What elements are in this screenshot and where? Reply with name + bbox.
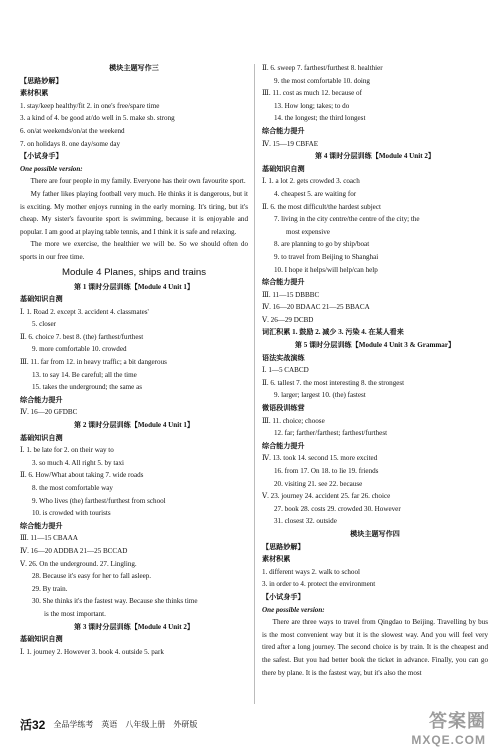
left-column-line: Ⅳ. 16—20 ADDBA 21—25 BCCAD bbox=[20, 546, 128, 555]
left-column-line: Ⅲ. 11—15 CBAAA bbox=[20, 534, 79, 543]
left-column-line: 第 3 课时分层训练【Module 4 Unit 2】 bbox=[73, 622, 194, 631]
left-column-line: 10. is crowded with tourists bbox=[32, 509, 111, 518]
left-column-line: 9. more comfortable 10. crowded bbox=[32, 345, 127, 354]
page-number: 活32 bbox=[20, 718, 46, 732]
book-title: 全品学练考 bbox=[53, 720, 94, 729]
left-column-line: 3. so much 4. All right 5. by taxi bbox=[32, 458, 125, 467]
left-column-line: One possible version: bbox=[20, 164, 83, 173]
right-column-line: 综合能力提升 bbox=[262, 126, 305, 135]
left-column-line: Ⅲ. 11. far from 12. in heavy traffic; a bit dangerous bbox=[20, 358, 167, 367]
watermark-logo bbox=[390, 707, 486, 747]
left-column-line: 基础知识自测 bbox=[20, 635, 63, 644]
right-column-line: Ⅳ. 16—20 BDAAC 21—25 BBACA bbox=[262, 303, 370, 312]
left-column-line: Ⅰ. 1. journey 2. However 3. book 4. outside 5. park bbox=[20, 647, 164, 656]
left-column-line: 第 1 课时分层训练【Module 4 Unit 1】 bbox=[73, 282, 194, 291]
left-column-line: Ⅴ. 26. On the underground. 27. Lingling. bbox=[20, 559, 137, 568]
watermark-text: 答案圈 bbox=[429, 711, 486, 731]
left-column-line: 3. a kind of 4. be good at/do well in 5. make sb. strong bbox=[20, 114, 175, 123]
right-column-line: most expensive bbox=[286, 227, 330, 236]
left-column-line: 综合能力提升 bbox=[20, 395, 63, 404]
right-column-line: Ⅰ. 1—5 CABCD bbox=[262, 366, 309, 375]
left-column-line: 综合能力提升 bbox=[20, 521, 63, 530]
left-column-line: is the most important. bbox=[44, 609, 106, 618]
right-column-line: Ⅰ. 1. a lot 2. gets crowded 3. coach bbox=[262, 177, 360, 186]
left-column-line: 29. By train. bbox=[32, 584, 68, 593]
right-column-line: Ⅳ. 15—19 CBFAE bbox=[262, 139, 319, 148]
left-column-line: Ⅰ. 1. Road 2. except 3. accident 4. classmates' bbox=[20, 307, 149, 316]
right-column-line: There are three ways to travel from Qingdao to Beijing. Travelling by bus is the most convenient way but it is the slowest way. And you will feel very tired after a long journey. The second choice is by train. It is the cheapest and the safest. But you had better book the ticket in advance. Finally, you can go there by plane. It is the fastest way, but it's also the most bbox=[262, 618, 488, 677]
left-column-line: My father likes playing football very much. He thinks it is dangerous, but it is exciting. My mother enjoys running in the early morning. It's tiring, but it's cheap. My sister's favourite sport is swimming, because it is enjoyable and popular. I am good at playing table tennis, and I think it is safe and relaxing. bbox=[20, 189, 248, 236]
left-column-line: 15. takes the underground; the same as bbox=[32, 383, 142, 392]
right-column-line: Ⅳ. 13. took 14. second 15. more excited bbox=[262, 454, 378, 463]
right-column-line: 13. How long; takes; to do bbox=[274, 101, 350, 110]
left-column-line: 基础知识自测 bbox=[20, 433, 63, 442]
right-column-line: Ⅲ. 11. choice; choose bbox=[262, 416, 325, 425]
right-column-line: 第 5 课时分层训练【Module 4 Unit 3 & Grammar】 bbox=[294, 341, 456, 350]
left-column-line: 30. She thinks it's the fastest way. Because she thinks time bbox=[32, 597, 198, 606]
right-column-line: 8. are planning to go by ship/boat bbox=[274, 240, 370, 249]
left-column-line: 28. Because it's easy for her to fall asleep. bbox=[32, 572, 152, 581]
right-column-line: 7. living in the city centre/the centre of the city; the bbox=[274, 215, 420, 224]
right-column-line: 综合能力提升 bbox=[262, 278, 305, 287]
right-column-line: 10. I hope it helps/will help/can help bbox=[274, 265, 378, 274]
right-column-line: 【思路妙解】 bbox=[262, 542, 305, 551]
right-column-line: 9. to travel from Beijing to Shanghai bbox=[274, 252, 379, 261]
right-column-line: 语法实战演练 bbox=[262, 353, 305, 362]
right-column-line: 1. different ways 2. walk to school bbox=[262, 567, 360, 576]
right-column bbox=[262, 62, 488, 679]
right-column-line: 20. visiting 21. see 22. because bbox=[274, 479, 363, 488]
right-column-line: 3. in order to 4. protect the environment bbox=[262, 580, 376, 589]
right-column-line: Ⅴ. 23. journey 24. accident 25. far 26. choice bbox=[262, 492, 391, 501]
right-column-line: 微语段训练营 bbox=[262, 404, 305, 413]
left-column-line: 【小试身手】 bbox=[20, 152, 63, 161]
left-column-line: 素材积累 bbox=[20, 89, 49, 98]
left-column-line: 【思路妙解】 bbox=[20, 76, 63, 85]
right-column-line: Ⅲ. 11. cost as much 12. because of bbox=[262, 89, 362, 98]
right-column-line: 词汇积累 1. 鼓励 2. 减少 3. 污染 4. 在某人看来 bbox=[262, 328, 404, 337]
page-footer bbox=[20, 718, 197, 732]
right-column-line: 4. cheapest 5. are waiting for bbox=[274, 189, 357, 198]
right-column-line: Ⅴ. 26—29 DCBD bbox=[262, 315, 314, 324]
right-column-line: Ⅱ. 6. sweep 7. farthest/furthest 8. healthier bbox=[262, 64, 383, 72]
right-column-line: 14. the longest; the third longest bbox=[274, 114, 366, 123]
right-column-line: 12. far; farther/farthest; farthest/furthest bbox=[274, 429, 388, 438]
right-column-line: 31. closest 32. outside bbox=[274, 517, 337, 526]
left-column-line: 5. closer bbox=[32, 320, 57, 329]
left-column-line: 基础知识自测 bbox=[20, 295, 63, 304]
left-column-line: 13. to say 14. Be careful; all the time bbox=[32, 370, 137, 379]
grade-label: 八年级上册 bbox=[125, 720, 166, 729]
left-column-line: 第 2 课时分层训练【Module 4 Unit 1】 bbox=[73, 421, 194, 430]
left-column-line: 8. the most comfortable way bbox=[32, 484, 113, 492]
right-column-line: 9. the most comfortable 10. doing bbox=[274, 76, 370, 85]
right-column-line: 第 4 课时分层训练【Module 4 Unit 2】 bbox=[314, 152, 435, 161]
left-column-line: 1. stay/keep healthy/fit 2. in one's free/spare time bbox=[20, 101, 160, 110]
left-column-line: 6. on/at weekends/on/at the weekend bbox=[20, 126, 125, 135]
edition-label: 外研版 bbox=[173, 720, 198, 729]
right-column-line: 9. larger; largest 10. (the) fastest bbox=[274, 391, 366, 400]
left-column-line: Ⅳ. 16—20 GFDBC bbox=[20, 408, 78, 417]
left-column-line: Ⅰ. 1. be late for 2. on their way to bbox=[20, 446, 114, 455]
left-column-line: Ⅱ. 6. How/What about taking 7. wide roads bbox=[20, 471, 144, 480]
right-column-line: One possible version: bbox=[262, 605, 325, 614]
right-column-line: 27. book 28. costs 29. crowded 30. However bbox=[274, 504, 401, 513]
left-column-line: There are four people in my family. Everyone has their own favourite sport. bbox=[30, 177, 246, 186]
right-column-line: 基础知识自测 bbox=[262, 164, 305, 173]
left-column-line: The more we exercise, the healthier we will be. So we should often do sports in our free time. bbox=[20, 240, 248, 261]
subject-label: 英语 bbox=[101, 720, 118, 729]
right-column-line: Ⅱ. 6. tallest 7. the most interesting 8. the strongest bbox=[262, 378, 405, 387]
right-column-line: 16. from 17. On 18. to lie 19. friends bbox=[274, 467, 379, 475]
right-column-line: 【小试身手】 bbox=[262, 592, 305, 601]
watermark-url: MXQE.COM bbox=[411, 733, 486, 747]
left-column-line: 7. on holidays 8. one day/some day bbox=[20, 139, 121, 148]
left-column-line: 9. Who lives (the) farthest/furthest from school bbox=[32, 496, 166, 505]
right-column-line: Ⅱ. 6. the most difficult/the hardest subject bbox=[262, 202, 381, 211]
right-column-line: 模块主题写作四 bbox=[350, 529, 400, 538]
right-column-line: Ⅲ. 11—15 DBBBC bbox=[262, 290, 320, 299]
left-column bbox=[20, 62, 248, 658]
right-column-line: 综合能力提升 bbox=[262, 441, 305, 450]
left-column-line: Module 4 Planes, ships and trains bbox=[62, 266, 206, 278]
column-divider bbox=[254, 64, 255, 704]
left-column-line: Ⅱ. 6. choice 7. best 8. (the) farthest/furthest bbox=[20, 332, 144, 341]
right-column-line: 素材积累 bbox=[262, 555, 291, 564]
left-column-line: 模块主题写作三 bbox=[109, 64, 159, 72]
